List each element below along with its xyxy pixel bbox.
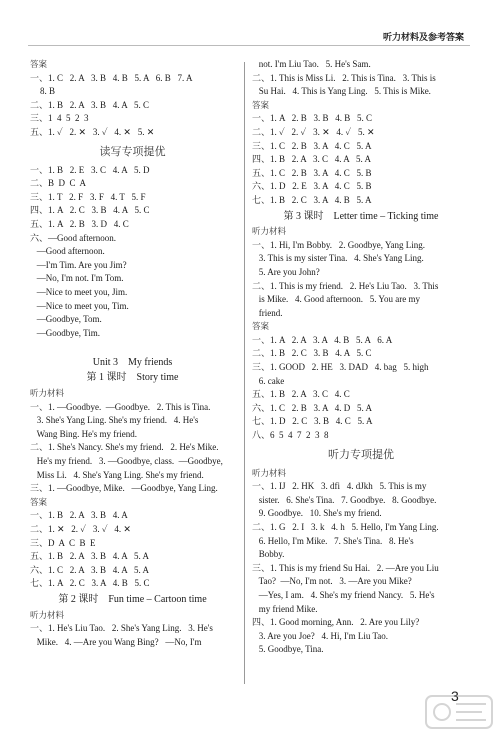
answer-line: 一、1. —Goodbye. —Goodbye. 2. This is Tina. bbox=[30, 401, 211, 412]
left-column bbox=[30, 58, 235, 649]
section-heading: 读写专项提优 bbox=[99, 145, 166, 158]
section-label: 答案 bbox=[252, 99, 270, 110]
answer-line: 七、1. B 2. C 3. A 4. B 5. A bbox=[252, 194, 372, 205]
section-label: 听力材料 bbox=[252, 467, 287, 478]
answer-line bbox=[30, 340, 235, 354]
answer-line: 二、1. B 2. C 3. B 4. A 5. C bbox=[252, 348, 372, 359]
answer-line: 三、1. This is my friend Su Hai. 2. —Are you Liu bbox=[252, 562, 439, 573]
answer-line: —Goodbye, Tim. bbox=[30, 327, 101, 338]
lesson-heading: 第 3 课时 Letter time – Ticking time bbox=[283, 210, 439, 222]
answer-line: 七、1. A 2. C 3. A 4. B 5. C bbox=[30, 578, 150, 589]
section-label: 听力材料 bbox=[30, 609, 65, 620]
header-title: 听力材料及参考答案 bbox=[382, 32, 464, 42]
column-divider bbox=[244, 62, 245, 684]
answer-line: 一、1. Hi, I'm Bobby. 2. Goodbye, Yang Ling. bbox=[252, 239, 426, 250]
answer-line: 一、1. C 2. A 3. B 4. B 5. A 6. B 7. A bbox=[30, 72, 193, 83]
section-label: 听力材料 bbox=[252, 226, 287, 237]
answer-line: 6. cake bbox=[252, 375, 285, 386]
answer-line: 二、1. ✓ 2. ✓ 3. ✕ 4. ✓ 5. ✕ bbox=[252, 126, 375, 137]
section-label: 答案 bbox=[30, 59, 48, 69]
answer-line: —I'm Tim. Are you Jim? bbox=[30, 259, 127, 270]
answer-line: 五、1. ✓ 2. ✕ 3. ✓ 4. ✕ 5. ✕ bbox=[30, 126, 155, 137]
lesson-heading: 第 1 课时 Story time bbox=[86, 372, 179, 384]
answer-line: —No, I'm not. I'm Tom. bbox=[30, 273, 124, 284]
page-header bbox=[0, 0, 500, 52]
answer-line: 五、1. B 2. A 3. C 4. C bbox=[252, 389, 350, 400]
answer-line: 5. Goodbye, Tina. bbox=[252, 644, 324, 655]
answer-line: 一、1. B 2. A 3. B 4. A bbox=[30, 510, 128, 521]
right-column bbox=[252, 58, 470, 657]
answer-line: Miss Li. 4. She's Yang Ling. She's my friend. bbox=[30, 469, 204, 480]
answer-line: 七、1. D 2. C 3. B 4. C 5. A bbox=[252, 416, 373, 427]
answer-line: 二、1. G 2. I 3. k 4. h 5. Hello, I'm Yang Ling. bbox=[252, 522, 439, 532]
answer-line: 一、1. A 2. A 3. A 4. B 5. A 6. A bbox=[252, 334, 393, 345]
lesson-heading: 第 2 课时 Fun time – Cartoon time bbox=[58, 593, 207, 605]
answer-line: Mike. 4. —Are you Wang Bing? —No, I'm bbox=[30, 636, 202, 647]
answer-line: 3. Are you Joe? 4. Hi, I'm Liu Tao. bbox=[252, 630, 389, 641]
answer-line: 二、1. This is my friend. 2. He's Liu Tao. 3. This bbox=[252, 280, 439, 291]
answer-line: 二、B D C A bbox=[30, 178, 87, 189]
answer-line: 四、1. Good morning, Ann. 2. Are you Lily? bbox=[252, 617, 420, 628]
answer-line: sister. 6. She's Tina. 7. Goodbye. 8. Goodbye. bbox=[252, 494, 437, 505]
answer-line: 三、1. C 2. B 3. A 4. C 5. A bbox=[252, 140, 372, 151]
answer-line: Tao? —No, I'm not. 3. —Are you Mike? bbox=[252, 576, 412, 587]
answer-line: 二、1. This is Miss Li. 2. This is Tina. 3. This is bbox=[252, 72, 436, 83]
answer-line: 一、1. A 2. B 3. B 4. B 5. C bbox=[252, 113, 373, 124]
answer-line: 5. Are you John? bbox=[252, 266, 320, 277]
page-number: 3 bbox=[451, 688, 459, 704]
answer-line: 五、1. C 2. B 3. A 4. C 5. B bbox=[252, 167, 372, 178]
answer-line: is Mike. 4. Good afternoon. 5. You are my bbox=[252, 294, 420, 305]
answer-line: 一、1. He's Liu Tao. 2. She's Yang Ling. 3. He's bbox=[30, 623, 213, 634]
answer-line: 3. This is my sister Tina. 4. She's Yang Ling. bbox=[252, 253, 424, 264]
answer-line: 六、1. D 2. E 3. A 4. C 5. B bbox=[252, 181, 372, 192]
answer-line: —Good afternoon. bbox=[30, 246, 105, 257]
section-label: 答案 bbox=[30, 496, 48, 507]
answer-line: He's my friend. 3. —Goodbye, class. —Goodbye, bbox=[30, 456, 223, 467]
answer-line: 六、1. C 2. B 3. A 4. D 5. A bbox=[252, 402, 373, 413]
answer-line: 二、1. B 2. A 3. B 4. A 5. C bbox=[30, 99, 150, 110]
answer-line: 三、1. GOOD 2. HE 3. DAD 4. bag 5. high bbox=[252, 362, 429, 373]
answer-line: 9. Goodbye. 10. She's my friend. bbox=[252, 508, 382, 519]
answer-line: 八、6 5 4 7 2 3 8 bbox=[252, 430, 329, 441]
section-label: 听力材料 bbox=[30, 388, 65, 399]
answer-line: 三、1. T 2. F 3. F 4. T 5. F bbox=[30, 191, 146, 202]
answer-line: 三、1 4 5 2 3 bbox=[30, 113, 89, 124]
answer-line: Su Hai. 4. This is Yang Ling. 5. This is Mike. bbox=[252, 86, 431, 97]
answer-line: —Yes, I am. 4. She's my friend Nancy. 5. He's bbox=[252, 589, 435, 600]
answer-line: 二、1. ✕ 2. ✓ 3. ✓ 4. ✕ bbox=[30, 524, 131, 534]
answer-line: 六、1. C 2. A 3. B 4. A 5. A bbox=[30, 564, 150, 575]
answer-line: 8. B bbox=[40, 86, 56, 97]
section-label: 答案 bbox=[252, 321, 270, 332]
lesson-heading: Unit 3 My friends bbox=[92, 356, 173, 368]
answer-line: 一、1. B 2. E 3. C 4. A 5. D bbox=[30, 164, 150, 175]
answer-line: 五、1. A 2. B 3. D 4. C bbox=[30, 218, 129, 229]
answer-line: 三、1. —Goodbye, Mike. —Goodbye, Yang Ling. bbox=[30, 483, 218, 494]
answer-line: 一、1. IJ 2. HK 3. dfi 4. dJkh 5. This is my bbox=[252, 481, 427, 492]
answer-line: Wang Bing. He's my friend. bbox=[30, 428, 137, 439]
answer-line: 四、1. A 2. C 3. B 4. A 5. C bbox=[30, 205, 150, 216]
answer-line: —Nice to meet you, Jim. bbox=[30, 286, 128, 297]
answer-line: 二、1. She's Nancy. She's my friend. 2. He's Mike. bbox=[30, 442, 219, 453]
answer-line: Bobby. bbox=[252, 549, 285, 560]
answer-line: not. I'm Liu Tao. 5. He's Sam. bbox=[252, 59, 371, 69]
section-heading: 听力专项提优 bbox=[328, 448, 394, 461]
answer-line: 3. She's Yang Ling. She's my friend. 4. He's bbox=[30, 415, 199, 426]
answer-line: 四、1. B 2. A 3. C 4. A 5. A bbox=[252, 154, 372, 165]
answer-line: my friend Mike. bbox=[252, 603, 318, 614]
header-rule bbox=[28, 45, 470, 46]
answer-line: —Goodbye, Tom. bbox=[30, 314, 102, 325]
answer-line: —Nice to meet you, Tim. bbox=[30, 300, 129, 311]
answer-line: 六、—Good afternoon. bbox=[30, 232, 116, 243]
answer-line: friend. bbox=[252, 307, 283, 318]
answer-line: 三、D A C B E bbox=[30, 537, 96, 548]
watermark-logo bbox=[424, 692, 494, 732]
answer-line: 五、1. B 2. A 3. B 4. A 5. A bbox=[30, 551, 150, 562]
answer-line: 6. Hello, I'm Mike. 7. She's Tina. 8. He's bbox=[252, 535, 414, 546]
